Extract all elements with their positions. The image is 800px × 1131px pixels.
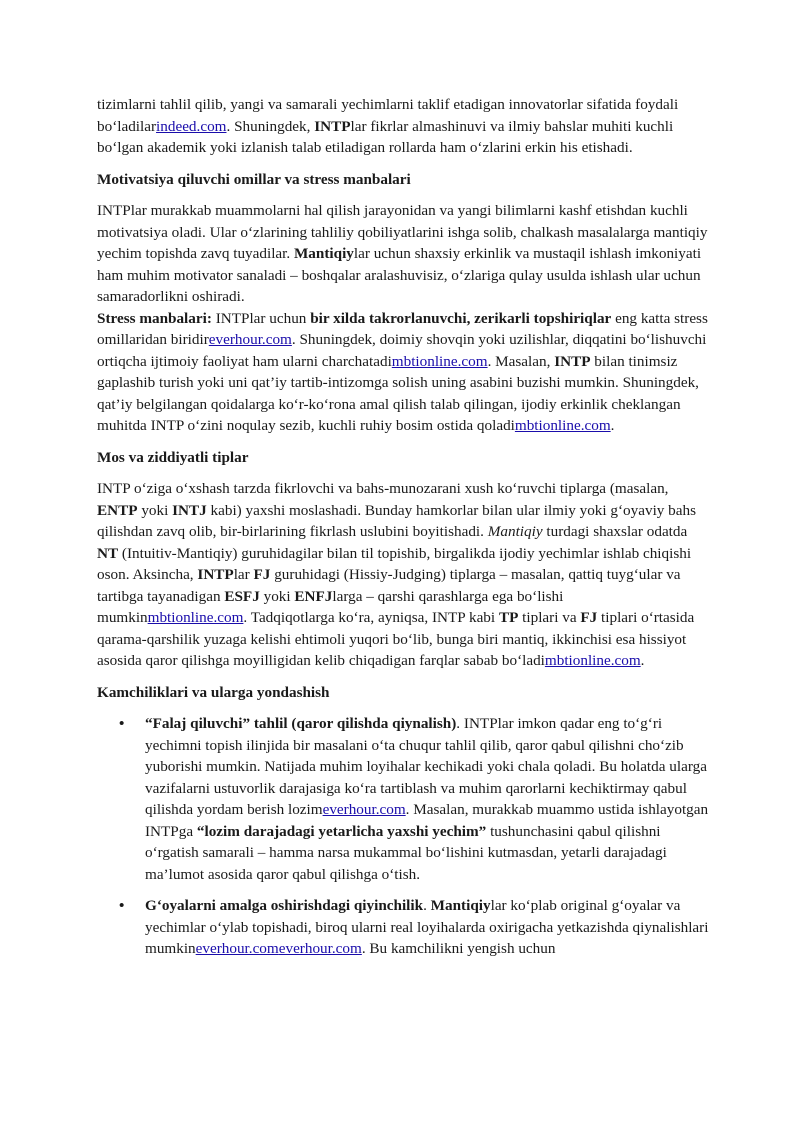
text: lar	[233, 566, 254, 583]
bold-text: FJ	[253, 566, 271, 583]
text: INTPlar uchun	[211, 309, 311, 327]
text: . Shuningdek,	[226, 117, 315, 135]
text: kabi) yaxshi moslashadi. Bunday hamkorlar bilan ular ilmiy yoki g‘oyaviy bahs qilishdan zavq olib, bir-birlarining fikrlash uslubini boyitishadi.	[97, 501, 697, 540]
bold-text: G‘oyalarni amalga oshirishdagi qiyinchilik	[145, 897, 424, 914]
heading-weaknesses: Kamchiliklari va ularga yondashish	[97, 683, 330, 701]
bold-text: TP	[498, 609, 519, 626]
source-link-mbtionline[interactable]: mbtionline.com	[544, 652, 641, 669]
text: yoki	[137, 501, 173, 519]
text: INTPlar murakkab muammolarni hal qilish jarayonidan va yangi bilimlarni kashf etishdan kuchli motivatsiya oladi. Ular o‘zlarining tahliliy qobiliyatlarini ishga solib, chalkash masalalarga mantiqiy yechim topishda zavq tuyadilar.	[97, 202, 708, 262]
source-link-mbtionline[interactable]: mbtionline.com	[514, 417, 611, 434]
heading-motivation: Motivatsiya qiluvchi omillar va stress manbalari	[97, 170, 411, 188]
bold-text: INTP	[314, 117, 351, 135]
text: . Shuningdek, doimiy shovqin yoki uzilishlar, diqqatini bo‘lishuvchi ortiqcha ijtimoiy faoliyat ham ularni charchatadi	[97, 331, 707, 370]
bold-text: Stress manbalari:	[97, 309, 212, 327]
source-link-everhour[interactable]: everhour.com	[322, 801, 406, 818]
text: . Masalan,	[487, 352, 555, 370]
compatibility-paragraph	[97, 478, 709, 672]
list-item	[97, 713, 709, 885]
source-link-mbtionline[interactable]: mbtionline.com	[147, 609, 244, 626]
text: bilan tinimsiz gaplashib turish yoki uni qat’iy tartib-intizomga solish uning asabini buzishi mumkin. Shuningdek, qat’iy belgilangan qoidalarga ko‘r-ko‘rona amal qilish talab qilingan, ijodiy erkinlik cheklangan muhitda INTP o‘zini noqulay sezib, kuchli ruhiy bosim ostida qoladi	[97, 352, 699, 434]
bold-text: ESFJ	[224, 587, 260, 605]
text: turdagi shaxslar odatda	[542, 523, 688, 540]
text: . INTPlar imkon qadar eng to‘g‘ri yechimni topish ilinjida bir masalani o‘ta chuqur tahlil qilib, qaror qabul qilishni cho‘zib yuborishi mumkin. Natijada muhim loyihalar kechikadi yoki chala qoladi. Bu holatda ularga vazifalarni ustuvorlik darajasiga ko‘ra tartiblash va muhim qarorlarni kechiktirmay qabul qilishda yordam berish lozim	[145, 715, 707, 818]
source-link-everhour[interactable]: everhour.com	[208, 331, 292, 348]
text: lar ko‘plab original g‘oyalar va yechimlar o‘ylab topishadi, biroq ularni real loyihalarda oxirigacha yetkazishda qiynalishlari mumkin	[145, 897, 709, 957]
bold-text: “lozim darajadagi yetarlicha yaxshi yechim”	[196, 822, 487, 840]
bold-text: Mantiqiy	[430, 897, 491, 914]
text: lar fikrlar almashinuvi va ilmiy bahslar muhiti kuchli bo‘lgan akademik yoki izlanish talab etiladigan rollarda ham o‘zlarini erkin his etishadi.	[97, 117, 674, 156]
source-link-everhour[interactable]: everhour.com	[195, 940, 279, 957]
list-item	[97, 895, 709, 960]
text: .	[423, 897, 431, 914]
text: eng katta stress omillaridan biridir	[97, 309, 708, 348]
bold-text: Mantiqiy	[293, 245, 354, 262]
text: . Masalan, murakkab muammo ustida ishlayotgan INTPga	[145, 801, 709, 840]
text: . Tadqiqotlarga ko‘ra, ayniqsa, INTP kabi	[243, 609, 499, 626]
bold-text: INTJ	[172, 501, 207, 519]
text: tiplari va	[518, 609, 581, 626]
text: tushunchasini qabul qilishni o‘rgatish samarali – hamma narsa mukammal bo‘lishini kutmasdan, yetarli darajadagi ma’lumot asosida qaror qabul qilishga o‘tish.	[145, 822, 667, 883]
bullet-icon: •	[119, 715, 125, 732]
weaknesses-list	[97, 713, 709, 960]
bold-text: ENTP	[97, 501, 138, 519]
bold-text: ENFJ	[294, 587, 333, 605]
text: yoki	[259, 587, 295, 605]
text: guruhidagi (Hissiy-Judging) tiplarga – masalan, qattiq tuyg‘ular va tartibga tayanadigan	[97, 566, 681, 605]
source-link-everhour[interactable]: everhour.com	[278, 940, 362, 957]
bold-text: FJ	[580, 609, 598, 626]
bold-text: bir xilda takrorlanuvchi, zerikarli topshiriqlar	[310, 309, 612, 327]
text: lar uchun shaxsiy erkinlik va mustaqil ishlash imkoniyati ham muhim motivator sanaladi – boshqalar aralashuvisiz, o‘zlariga qulay usulda ishlash ular uchun samaradorlikni oshiradi.	[97, 245, 702, 305]
bold-text: INTP	[197, 566, 234, 583]
text: (Intuitiv-Mantiqiy) guruhidagilar bilan til topishib, birgalikda ijodiy yechimlar ishlab chiqishi oson. Aksincha,	[97, 544, 692, 583]
text: . Bu kamchilikni yengish uchun	[361, 940, 556, 957]
text: .	[640, 652, 645, 669]
source-link-mbtionline[interactable]: mbtionline.com	[391, 352, 488, 370]
text: larga – qarshi qarashlarga ega bo‘lishi mumkin	[97, 587, 564, 626]
text: tiplari o‘rtasida qarama-qarshilik yuzaga kelishi ehtimoli yuqori bo‘lib, bunga biri mantiq, ikkinchisi esa hissiyot asosida qaror qilishga moyilligidan kelib chiqadigan farqlar sabab bo‘ladi	[97, 609, 695, 669]
bullet-icon: •	[119, 897, 125, 914]
intro-paragraph	[97, 94, 709, 159]
text: INTP o‘ziga o‘xshash tarzda fikrlovchi va bahs-munozarani xush ko‘ruvchi tiplarga (masalan,	[97, 480, 669, 497]
bold-text: “Falaj qiluvchi” tahlil (qaror qilishda qiynalish)	[145, 715, 457, 732]
stress-paragraph	[97, 308, 709, 437]
text: tizimlarni tahlil qilib, yangi va samarali yechimlarni taklif etadigan innovatorlar sifatida foydali bo‘ladilar	[97, 96, 679, 135]
document-page	[97, 94, 709, 970]
heading-compatible-types: Mos va ziddiyatli tiplar	[97, 448, 249, 466]
bold-text: INTP	[554, 352, 591, 370]
motivation-paragraph	[97, 200, 709, 308]
source-link-indeed[interactable]: indeed.com	[156, 117, 227, 135]
italic-text: Mantiqiy	[487, 523, 543, 540]
bold-text: NT	[97, 544, 119, 562]
text: .	[610, 417, 615, 434]
